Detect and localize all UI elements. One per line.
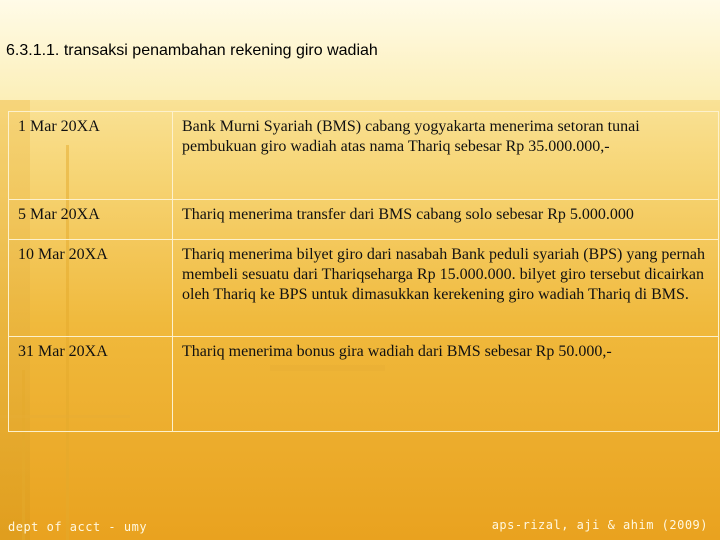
transaction-description: Thariq menerima bilyet giro dari nasabah Bank peduli syariah (BPS) yang pernah membeli sesuatu dari Thariqseharga Rp 15.000.000. bilyet giro tersebut dicairkan oleh Thariq ke BPS untuk dimasukkan kerekening giro wadiah Thariq di BMS. xyxy=(173,240,719,337)
transaction-description: Bank Murni Syariah (BMS) cabang yogyakarta menerima setoran tunai pembukuan giro wadiah atas nama Thariq sebesar Rp 35.000.000,- xyxy=(173,112,719,200)
table-row xyxy=(9,337,719,432)
slide-title: 6.3.1.1. transaksi penambahan rekening giro wadiah xyxy=(6,42,378,59)
table-row xyxy=(9,240,719,337)
table-row xyxy=(9,112,719,200)
transaction-description: Thariq menerima transfer dari BMS cabang solo sebesar Rp 5.000.000 xyxy=(173,200,719,240)
transaction-date: 5 Mar 20XA xyxy=(9,200,173,240)
footer-department: dept of acct - umy xyxy=(8,520,148,534)
transaction-date: 1 Mar 20XA xyxy=(9,112,173,200)
transaction-date: 31 Mar 20XA xyxy=(9,337,173,432)
title-bar xyxy=(0,0,720,100)
footer-authors: aps-rizal, aji & ahim (2009) xyxy=(491,518,708,532)
transaction-description: Thariq menerima bonus gira wadiah dari BMS sebesar Rp 50.000,- xyxy=(173,337,719,432)
transaction-date: 10 Mar 20XA xyxy=(9,240,173,337)
transactions-table-wrap xyxy=(8,111,719,431)
transactions-table xyxy=(8,111,719,432)
table-row xyxy=(9,200,719,240)
